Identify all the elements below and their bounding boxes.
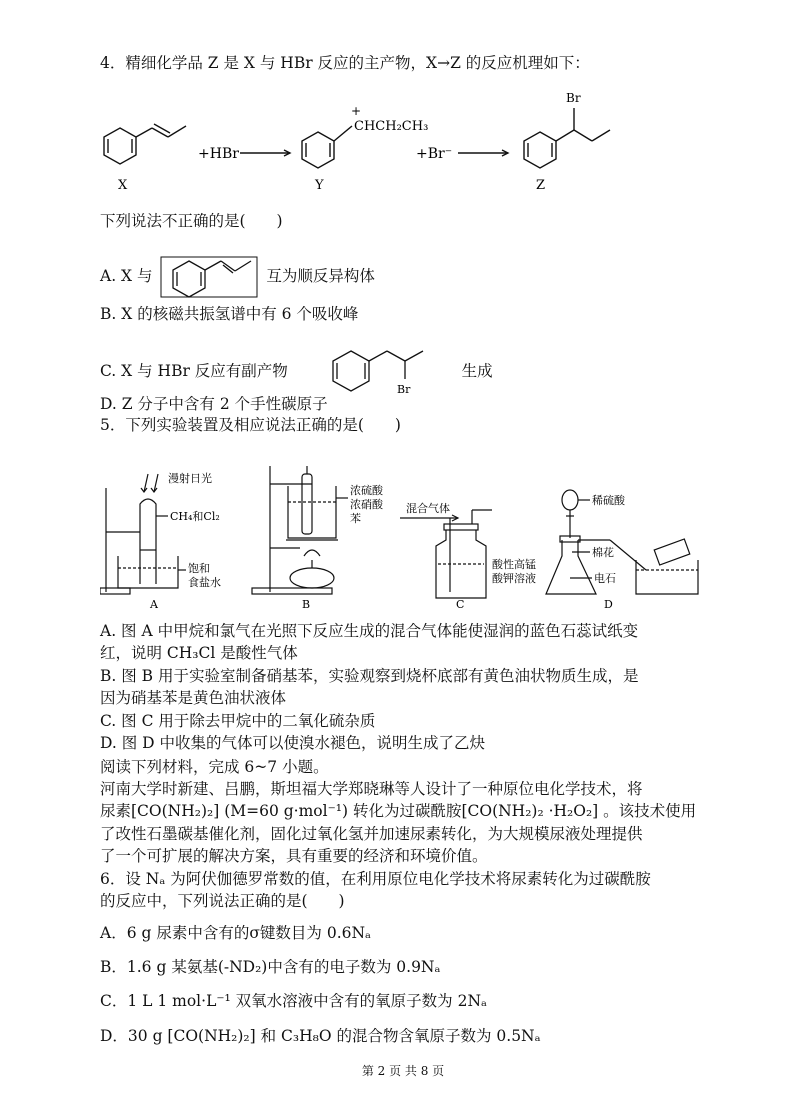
q6-option-b: B．1.6 g 某氨基(-ND₂)中含有的电子数为 0.9Nₐ	[100, 958, 441, 976]
svg-text:稀硫酸: 稀硫酸	[592, 494, 625, 507]
svg-text:B: B	[302, 598, 311, 611]
q4-reaction-scheme	[90, 80, 650, 200]
svg-text:A: A	[150, 598, 158, 611]
material-intro: 阅读下列材料，完成 6~7 小题。	[100, 758, 329, 776]
svg-text:浓硝酸: 浓硝酸	[350, 498, 383, 511]
q4-option-d: D. Z 分子中含有 2 个手性碳原子	[100, 395, 328, 413]
svg-text:酸钾溶液: 酸钾溶液	[492, 572, 536, 585]
reagent-hbr: +HBr	[198, 146, 239, 162]
svg-text:C: C	[456, 598, 465, 611]
q4-prompt: 下列说法不正确的是( )	[100, 212, 283, 230]
label-y: Y	[315, 178, 324, 193]
reagent-br-ion: +Br⁻	[416, 146, 453, 162]
q6-stem-line1: 6．设 Nₐ 为阿伏伽德罗常数的值，在利用原位电化学技术将尿素转化为过碳酰胺	[100, 870, 651, 888]
label-x: X	[118, 178, 128, 193]
cation-plus: +	[351, 104, 362, 118]
material-line3: 了改性石墨碳基催化剂，固化过氧化氢并加速尿素转化，为大规模尿液处理提供	[100, 825, 643, 843]
svg-text:混合气体: 混合气体	[406, 502, 450, 515]
cation-group: CHCH₂CH₃	[354, 119, 429, 134]
material-line4: 了一个可扩展的解决方案，具有重要的经济和环境价值。	[100, 847, 488, 865]
q5-option-a-line2: 红，说明 CH₃Cl 是酸性气体	[100, 644, 298, 662]
svg-text:Br: Br	[396, 383, 411, 396]
svg-text:浓硫酸: 浓硫酸	[350, 484, 383, 497]
svg-text:食盐水: 食盐水	[188, 576, 221, 589]
q6-option-c: C．1 L 1 mol·L⁻¹ 双氧水溶液中含有的氧原子数为 2Nₐ	[100, 992, 488, 1010]
q6-stem-line2: 的反应中，下列说法正确的是( )	[100, 892, 345, 910]
svg-text:苯: 苯	[350, 512, 361, 525]
q5-stem: 5．下列实验装置及相应说法正确的是( )	[100, 416, 401, 434]
q4-option-c: C. X 与 HBr 反应有副产物 Br 生成	[100, 345, 493, 399]
svg-text:电石: 电石	[594, 572, 616, 585]
q4-option-b: B. X 的核磁共振氢谱中有 6 个吸收峰	[100, 305, 359, 323]
side-product-structure	[329, 345, 449, 399]
q5-apparatus-figure	[100, 460, 720, 612]
q4-option-a: A. X 与 互为顺反异构体	[100, 255, 375, 299]
label-z: Z	[536, 178, 546, 193]
q5-option-d: D. 图 D 中收集的气体可以使溴水褪色，说明生成了乙炔	[100, 734, 486, 752]
material-line1: 河南大学时新建、吕鹏，斯坦福大学郑晓琳等人设计了一种原位电化学技术，将	[100, 780, 643, 798]
q5-option-c: C. 图 C 用于除去甲烷中的二氧化硫杂质	[100, 712, 376, 730]
q5-option-b-line2: 因为硝基苯是黄色油状液体	[100, 689, 287, 707]
q6-option-d: D．30 g [CO(NH₂)₂] 和 C₃H₈O 的混合物含氧原子数为 0.5Nₐ	[100, 1027, 541, 1045]
svg-text:CH₄和Cl₂: CH₄和Cl₂	[170, 510, 220, 523]
q6-option-a: A．6 g 尿素中含有的σ键数目为 0.6Nₐ	[100, 924, 372, 942]
q5-option-a-line1: A. 图 A 中甲烷和氯气在光照下反应生成的混合气体能使湿润的蓝色石蕊试纸变	[100, 622, 639, 640]
q4-stem: 4．精细化学品 Z 是 X 与 HBr 反应的主产物，X→Z 的反应机理如下：	[100, 54, 590, 72]
cis-isomer-structure	[159, 255, 259, 299]
svg-text:酸性高锰: 酸性高锰	[492, 558, 536, 571]
svg-text:D: D	[604, 598, 613, 611]
q5-option-b-line1: B. 图 B 用于实验室制备硝基苯，实验观察到烧杯底部有黄色油状物质生成，是	[100, 667, 639, 685]
svg-text:棉花: 棉花	[592, 546, 614, 559]
material-line2: 尿素[CO(NH₂)₂] (M=60 g·mol⁻¹) 转化为过碳酰胺[CO(NH₂)₂ ·H₂O₂] 。该技术使用	[100, 802, 697, 820]
page-footer: 第 2 页 共 8 页	[361, 1064, 445, 1078]
svg-text:饱和: 饱和	[188, 562, 210, 575]
br-label: Br	[566, 91, 581, 105]
svg-text:漫射日光: 漫射日光	[168, 472, 212, 485]
